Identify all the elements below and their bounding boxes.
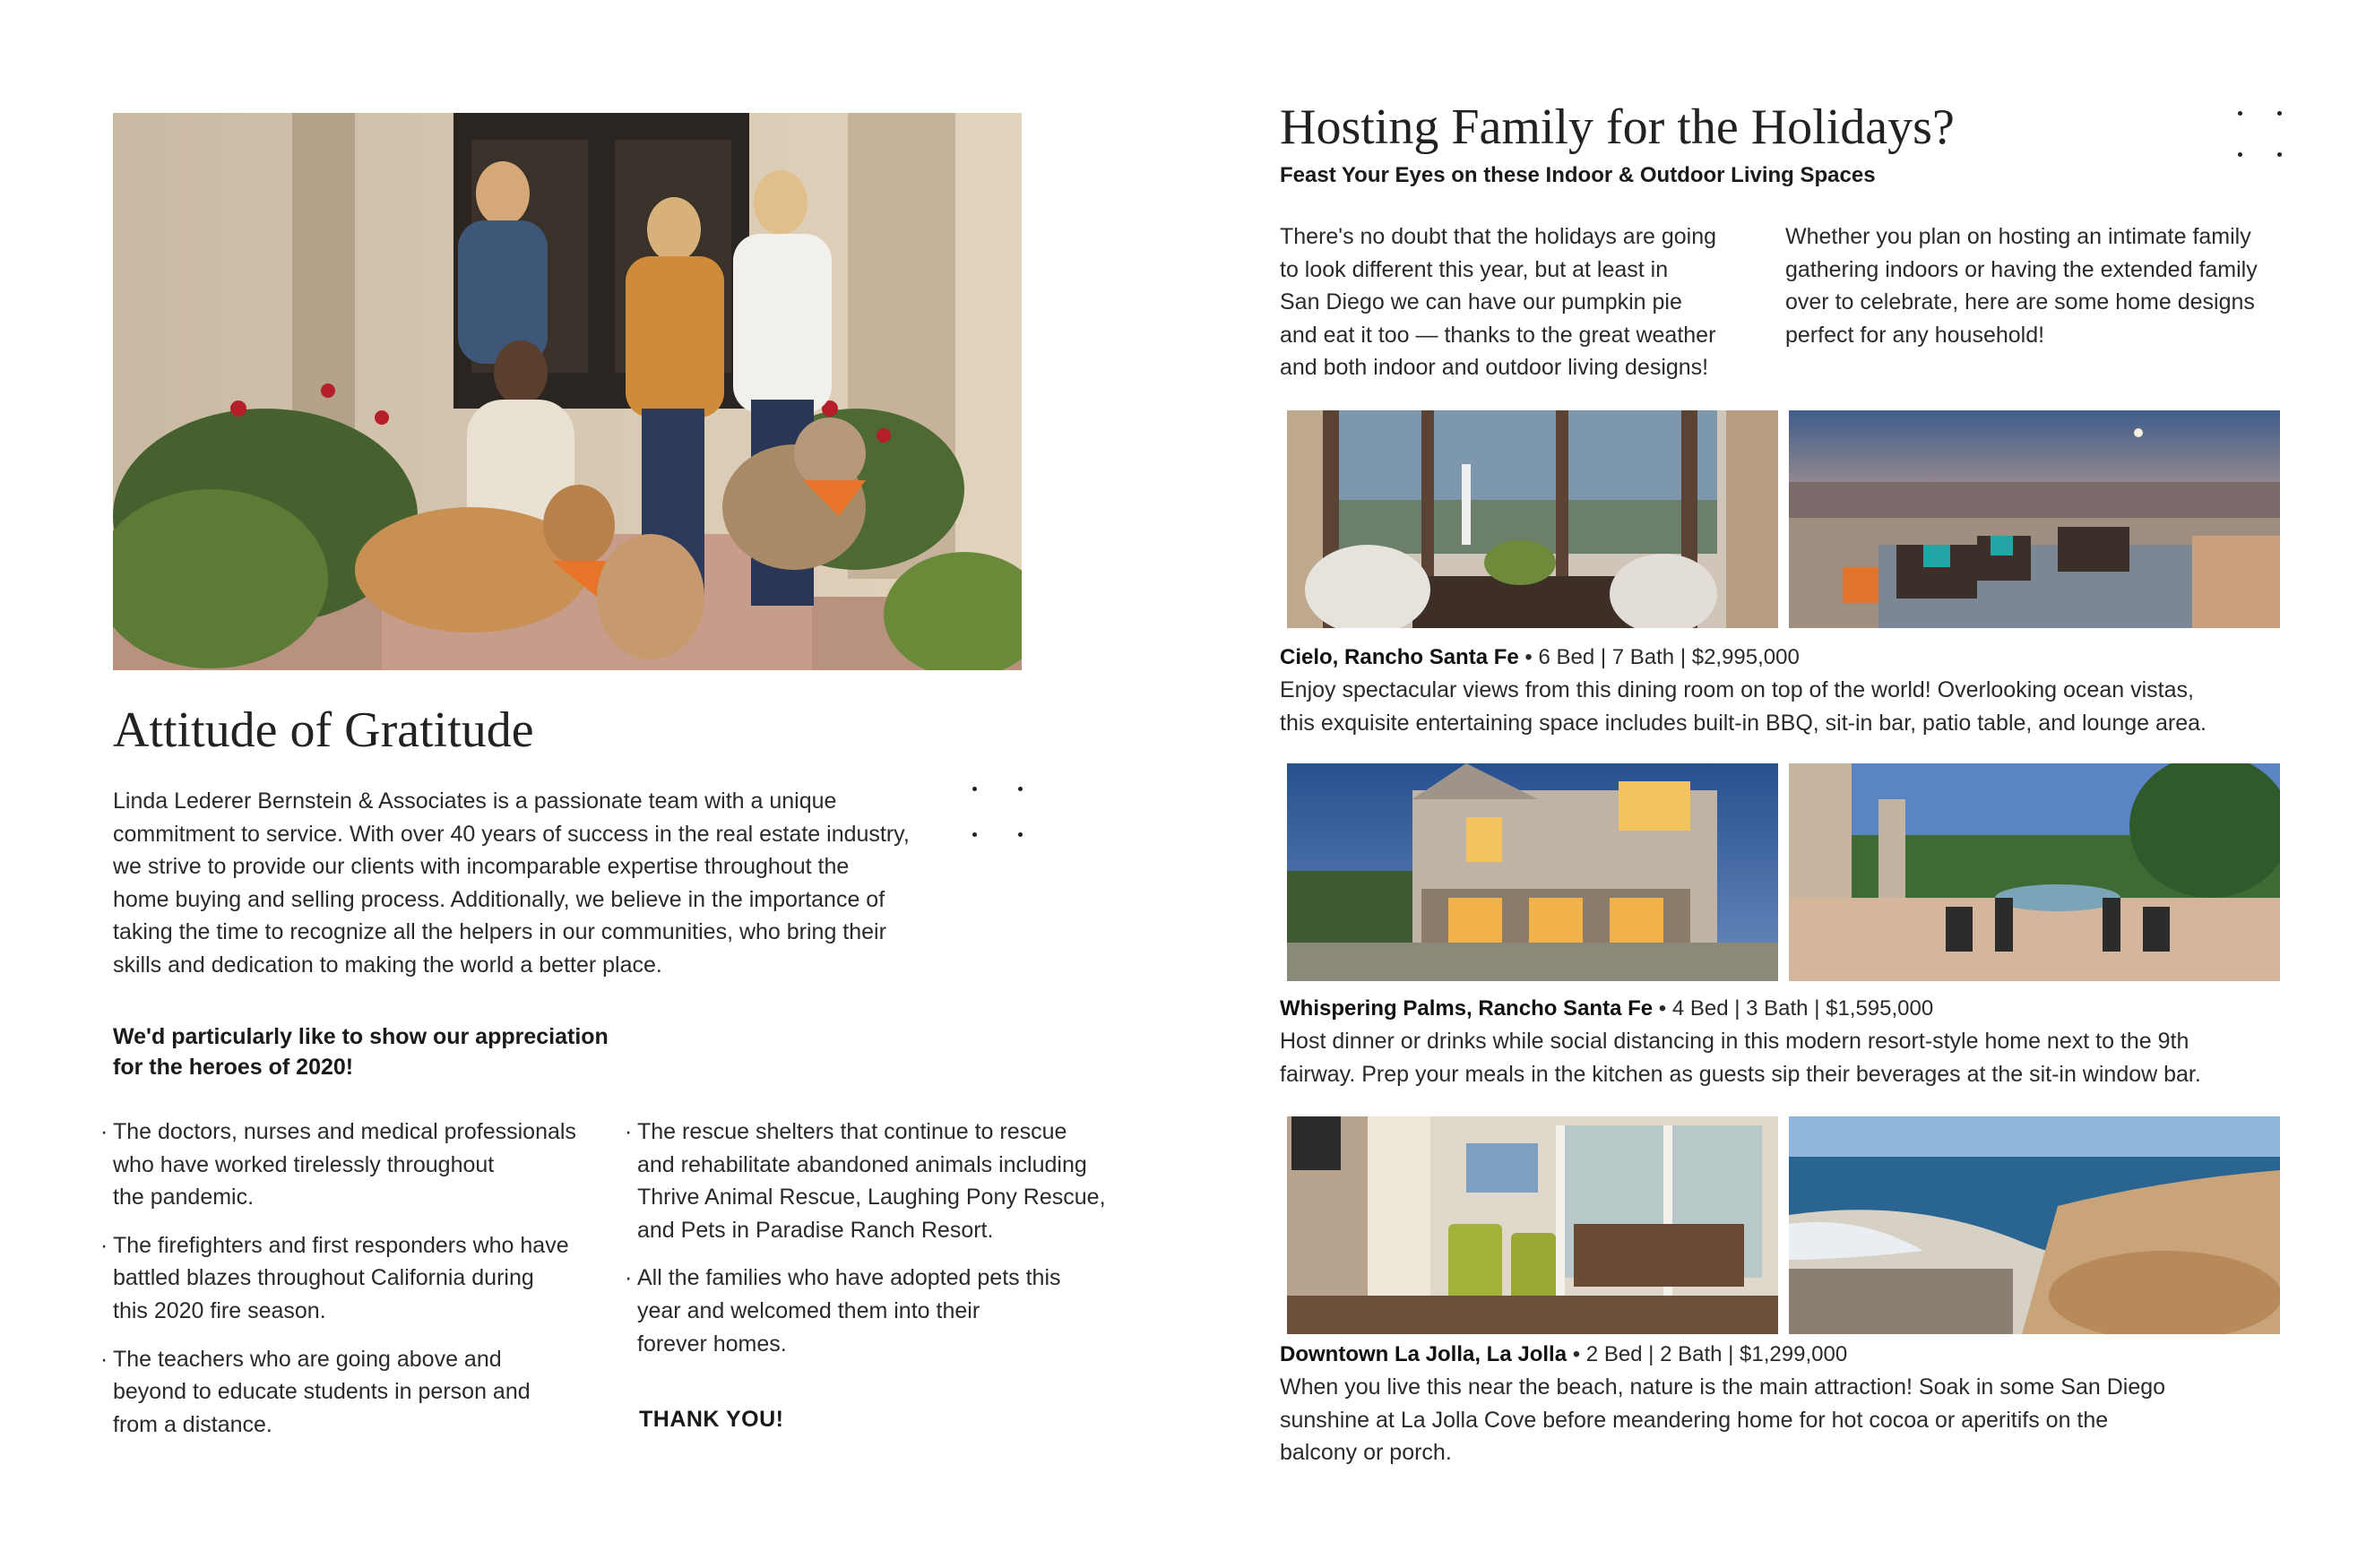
property-details: 6 Bed | 7 Bath | $2,995,000 bbox=[1538, 645, 1800, 669]
property-2-photo-house bbox=[1287, 763, 1778, 981]
intro-line: gathering indoors or having the extended family bbox=[1785, 256, 2258, 282]
property-3-photo-kitchen bbox=[1287, 1116, 1778, 1334]
list-line: and Pets in Paradise Ranch Resort. bbox=[637, 1217, 994, 1243]
list-line: battled blazes throughout California during bbox=[113, 1265, 534, 1291]
appreciation-heading bbox=[113, 1021, 687, 1082]
list-item bbox=[100, 1343, 615, 1442]
bullet-mark: · bbox=[625, 1265, 633, 1291]
team-photo bbox=[113, 113, 1022, 670]
bullet-mark: · bbox=[100, 1232, 108, 1258]
intro-line: taking the time to recognize all the helpers in our communities, who bring their bbox=[113, 919, 886, 945]
bullet-mark: · bbox=[100, 1119, 108, 1144]
intro-line: and eat it too — thanks to the great weather bbox=[1280, 322, 1716, 348]
property-description bbox=[1280, 674, 2275, 739]
appreciation-line: We'd particularly like to show our appreciation bbox=[113, 1024, 609, 1049]
separator-dot: • bbox=[1524, 645, 1533, 669]
description-line: Host dinner or drinks while social distancing in this modern resort-style home next to the 9th bbox=[1280, 1029, 2189, 1054]
property-1-photo-dining bbox=[1287, 410, 1778, 628]
list-line: The firefighters and first responders who have bbox=[113, 1232, 569, 1258]
intro-line: we strive to provide our clients with incomparable expertise throughout the bbox=[113, 854, 850, 880]
list-line: Thrive Animal Rescue, Laughing Pony Rescue, bbox=[637, 1185, 1106, 1210]
intro-column-1 bbox=[1280, 220, 1764, 384]
intro-line: over to celebrate, here are some home designs bbox=[1785, 289, 2255, 315]
property-title bbox=[1280, 645, 1800, 670]
heroes-list-right bbox=[625, 1116, 1121, 1375]
description-line: When you live this near the beach, nature is the main attraction! Soak in some San Diego bbox=[1280, 1374, 2166, 1400]
intro-line: and both indoor and outdoor living designs! bbox=[1280, 355, 1709, 381]
heroes-list-left bbox=[100, 1116, 615, 1456]
property-name: Cielo, Rancho Santa Fe bbox=[1280, 645, 1519, 669]
intro-line: Linda Lederer Bernstein & Associates is a passionate team with a unique bbox=[113, 788, 837, 814]
property-name: Whispering Palms, Rancho Santa Fe bbox=[1280, 996, 1654, 1021]
separator-dot: • bbox=[1572, 1342, 1581, 1366]
property-name: Downtown La Jolla, La Jolla bbox=[1280, 1342, 1568, 1366]
intro-column-2 bbox=[1785, 220, 2287, 351]
list-item bbox=[100, 1116, 615, 1214]
description-line: Enjoy spectacular views from this dining room on top of the world! Overlooking ocean vistas, bbox=[1280, 677, 2194, 702]
intro-line: home buying and selling process. Additionally, we believe in the importance of bbox=[113, 886, 885, 912]
property-details: 4 Bed | 3 Bath | $1,595,000 bbox=[1671, 996, 1934, 1021]
list-item bbox=[100, 1229, 615, 1328]
description-line: fairway. Prep your meals in the kitchen as guests sip their beverages at the sit-in window bar. bbox=[1280, 1061, 2201, 1087]
description-line: balcony or porch. bbox=[1280, 1440, 1452, 1466]
list-line: All the families who have adopted pets this bbox=[637, 1265, 1061, 1291]
page-title: Hosting Family for the Holidays? bbox=[1280, 99, 1955, 155]
intro-line: to look different this year, but at least in bbox=[1280, 256, 1669, 282]
list-line: from a distance. bbox=[113, 1411, 272, 1437]
list-line: beyond to educate students in person and bbox=[113, 1379, 531, 1405]
list-line: year and welcomed them into their bbox=[637, 1297, 980, 1323]
description-line: this exquisite entertaining space includes built-in BBQ, sit-in bar, patio table, and lounge area. bbox=[1280, 710, 2207, 736]
intro-line: commitment to service. With over 40 years of success in the real estate industry, bbox=[113, 821, 910, 847]
list-line: The teachers who are going above and bbox=[113, 1346, 502, 1372]
list-item bbox=[625, 1262, 1121, 1360]
intro-paragraph bbox=[113, 785, 920, 982]
thank-you-text: THANK YOU! bbox=[639, 1407, 784, 1432]
intro-line: Whether you plan on hosting an intimate family bbox=[1785, 224, 2251, 249]
list-line: and rehabilitate abandoned animals including bbox=[637, 1151, 1087, 1177]
list-line: the pandemic. bbox=[113, 1185, 255, 1210]
property-2-photo-patio bbox=[1789, 763, 2280, 981]
intro-line: perfect for any household! bbox=[1785, 322, 2045, 348]
property-description bbox=[1280, 1025, 2275, 1090]
intro-line: San Diego we can have our pumpkin pie bbox=[1280, 289, 1682, 315]
intro-line: skills and dedication to making the world a better place. bbox=[113, 952, 662, 978]
property-details: 2 Bed | 2 Bath | $1,299,000 bbox=[1585, 1342, 1848, 1366]
page-subtitle: Feast Your Eyes on these Indoor & Outdoor Living Spaces bbox=[1280, 163, 1876, 187]
list-line: The doctors, nurses and medical professionals bbox=[113, 1119, 576, 1144]
bullet-mark: · bbox=[625, 1119, 633, 1144]
separator-dot: • bbox=[1658, 996, 1667, 1021]
intro-line: There's no doubt that the holidays are going bbox=[1280, 224, 1717, 249]
list-line: forever homes. bbox=[637, 1331, 787, 1357]
property-3-photo-beach bbox=[1789, 1116, 2280, 1334]
property-1-photo-patio bbox=[1789, 410, 2280, 628]
list-line: The rescue shelters that continue to rescue bbox=[637, 1119, 1067, 1144]
section-title: Attitude of Gratitude bbox=[113, 702, 534, 758]
property-title bbox=[1280, 1342, 1847, 1367]
list-line: who have worked tirelessly throughout bbox=[113, 1151, 495, 1177]
list-line: this 2020 fire season. bbox=[113, 1297, 326, 1323]
list-item bbox=[625, 1116, 1121, 1246]
appreciation-line: for the heroes of 2020! bbox=[113, 1055, 354, 1080]
property-description bbox=[1280, 1371, 2275, 1469]
decorative-dots bbox=[972, 787, 1026, 840]
description-line: sunshine at La Jolla Cove before meandering home for hot cocoa or aperitifs on the bbox=[1280, 1407, 2109, 1433]
decorative-dots bbox=[2238, 111, 2292, 165]
bullet-mark: · bbox=[100, 1346, 108, 1372]
property-title bbox=[1280, 996, 1933, 1021]
